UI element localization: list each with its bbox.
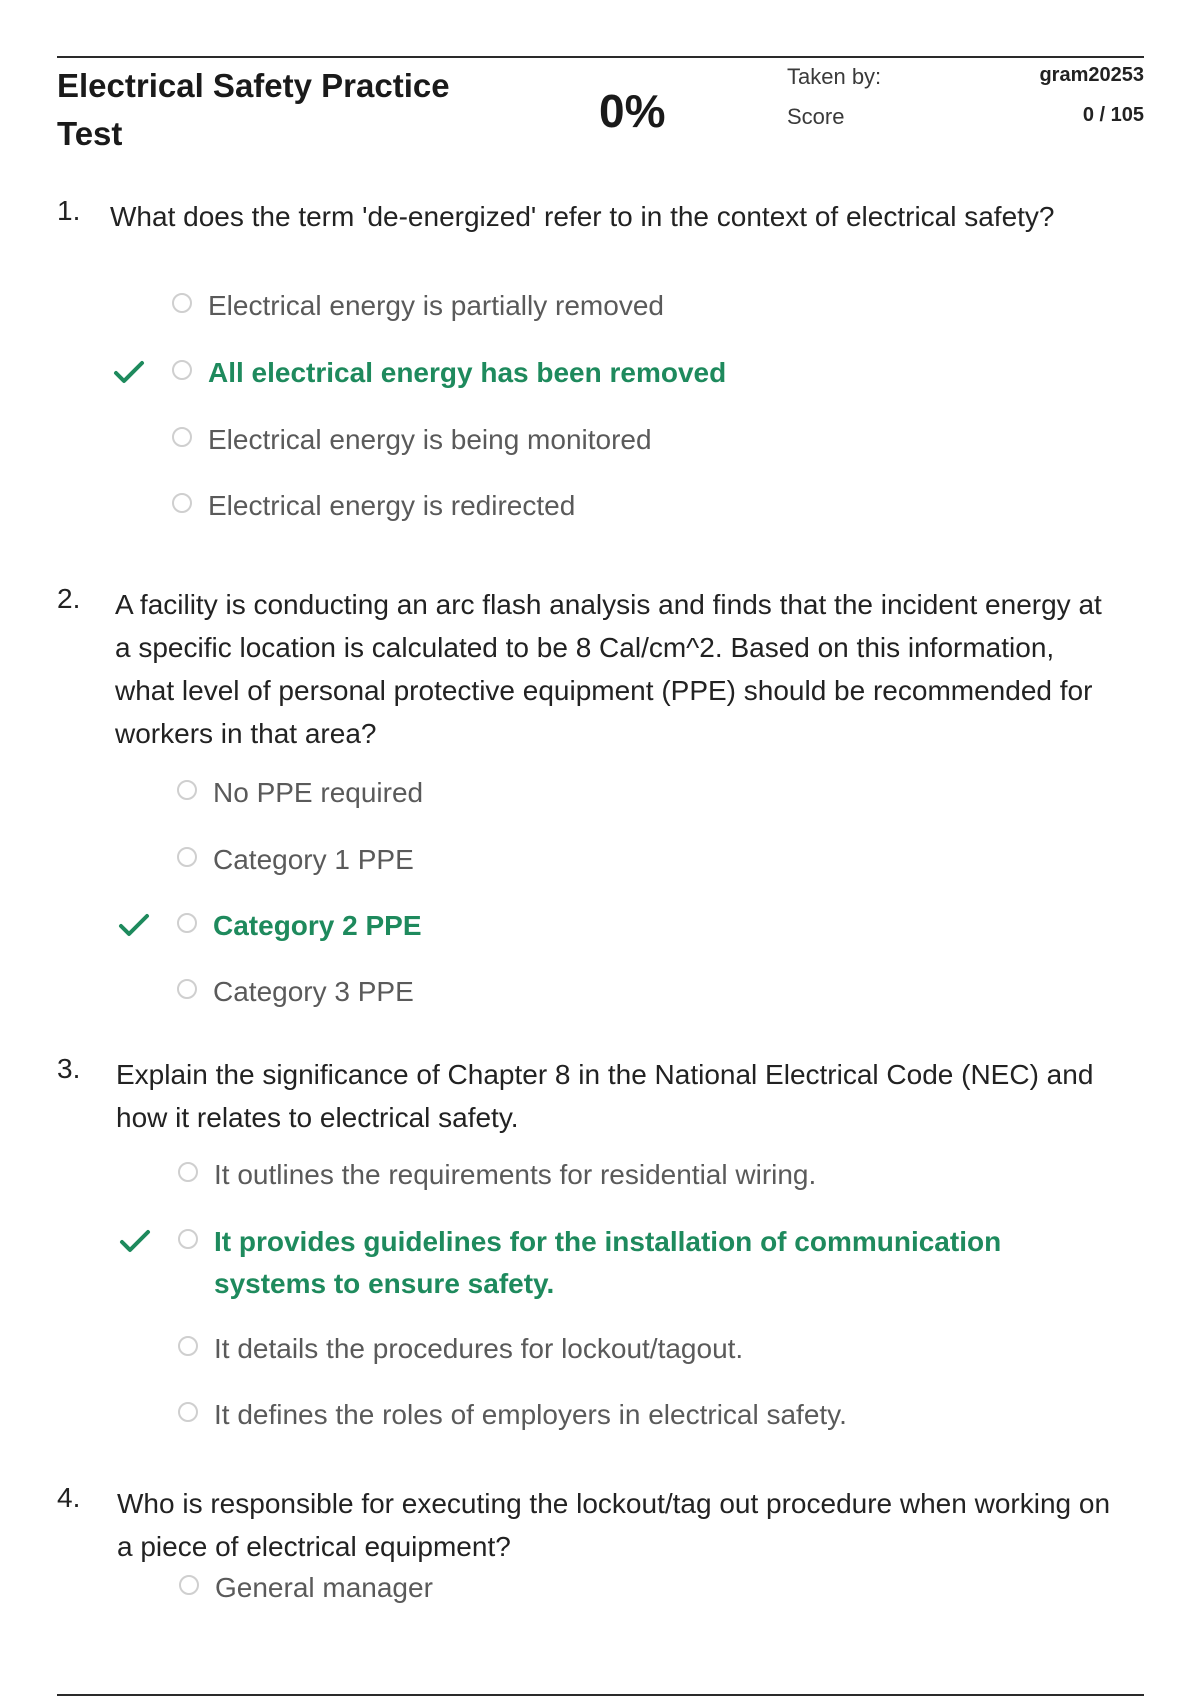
- question-text: Explain the significance of Chapter 8 in the National Electrical Code (NEC) and how it relates to electrical safety.: [116, 1059, 1094, 1133]
- answer-option-label: It defines the roles of employers in electrical safety.: [214, 1399, 847, 1430]
- radio-circle-icon[interactable]: [172, 293, 192, 313]
- radio-circle-icon[interactable]: [178, 1336, 198, 1356]
- answer-option-label: Electrical energy is partially removed: [208, 290, 664, 321]
- radio-circle-icon[interactable]: [172, 427, 192, 447]
- taken-by-value: gram20253: [1039, 64, 1144, 86]
- question-text: A facility is conducting an arc flash analysis and finds that the incident energy at a specific location is calculated to be 8 Cal/cm^2. Based on this information, what level of personal protective equipment (PPE) should be recommended for workers in that area?: [115, 589, 1102, 749]
- answer-option-label: Category 1 PPE: [213, 844, 414, 875]
- score-label: Score: [787, 104, 845, 129]
- radio-circle-icon[interactable]: [172, 493, 192, 513]
- checkmark-icon: [111, 354, 147, 390]
- answer-option-label: It provides guidelines for the installation of communication systems to ensure safety.: [214, 1226, 1002, 1299]
- checkmark-icon: [117, 1223, 153, 1259]
- test-title: Electrical Safety Practice Test: [57, 67, 450, 152]
- answer-option-correct[interactable]: [57, 1221, 1144, 1299]
- score-value: 0 / 105: [1082, 104, 1144, 126]
- answer-option-label: Category 2 PPE: [213, 910, 422, 941]
- answer-option-correct[interactable]: [57, 352, 1144, 396]
- top-divider: [57, 56, 1144, 58]
- question-text: What does the term 'de-energized' refer to in the context of electrical safety?: [110, 201, 1055, 232]
- answer-option-label: All electrical energy has been removed: [208, 357, 727, 388]
- answer-option-correct[interactable]: [57, 905, 1144, 949]
- question-number: 2.: [57, 583, 81, 614]
- answer-option-label: It details the procedures for lockout/tagout.: [214, 1333, 744, 1364]
- score-percent: 0%: [599, 85, 666, 137]
- answer-option[interactable]: [57, 1154, 1144, 1198]
- answer-option-label: No PPE required: [213, 777, 424, 808]
- answer-option-label: It outlines the requirements for residential wiring.: [214, 1159, 817, 1190]
- test-header: [57, 60, 1144, 160]
- answer-option[interactable]: [57, 772, 1144, 816]
- answer-option[interactable]: [57, 1567, 1144, 1611]
- radio-circle-icon[interactable]: [177, 780, 197, 800]
- answer-option[interactable]: [57, 1328, 1144, 1372]
- taken-by-label: Taken by:: [787, 64, 882, 89]
- answer-option[interactable]: [57, 971, 1144, 1015]
- answer-option-label: Electrical energy is redirected: [208, 490, 576, 521]
- radio-circle-icon[interactable]: [179, 1575, 199, 1595]
- radio-circle-icon[interactable]: [177, 913, 197, 933]
- bottom-divider: [57, 1694, 1144, 1696]
- answer-option[interactable]: [57, 485, 1144, 529]
- radio-circle-icon[interactable]: [177, 979, 197, 999]
- question-number: 3.: [57, 1053, 81, 1084]
- answer-option[interactable]: [57, 1394, 1144, 1438]
- answer-option[interactable]: [57, 419, 1144, 463]
- radio-circle-icon[interactable]: [172, 360, 192, 380]
- radio-circle-icon[interactable]: [177, 847, 197, 867]
- radio-circle-icon[interactable]: [178, 1402, 198, 1422]
- radio-circle-icon[interactable]: [178, 1229, 198, 1249]
- radio-circle-icon[interactable]: [178, 1162, 198, 1182]
- answer-option-label: Category 3 PPE: [213, 976, 414, 1007]
- question-number: 4.: [57, 1482, 81, 1513]
- answer-option[interactable]: [57, 285, 1144, 329]
- question-number: 1.: [57, 195, 81, 226]
- answer-option[interactable]: [57, 839, 1144, 883]
- checkmark-icon: [116, 907, 152, 943]
- answer-option-label: Electrical energy is being monitored: [208, 424, 652, 455]
- question-text: Who is responsible for executing the lockout/tag out procedure when working on a piece of electrical equipment?: [117, 1488, 1111, 1562]
- answer-option-label: General manager: [215, 1572, 433, 1603]
